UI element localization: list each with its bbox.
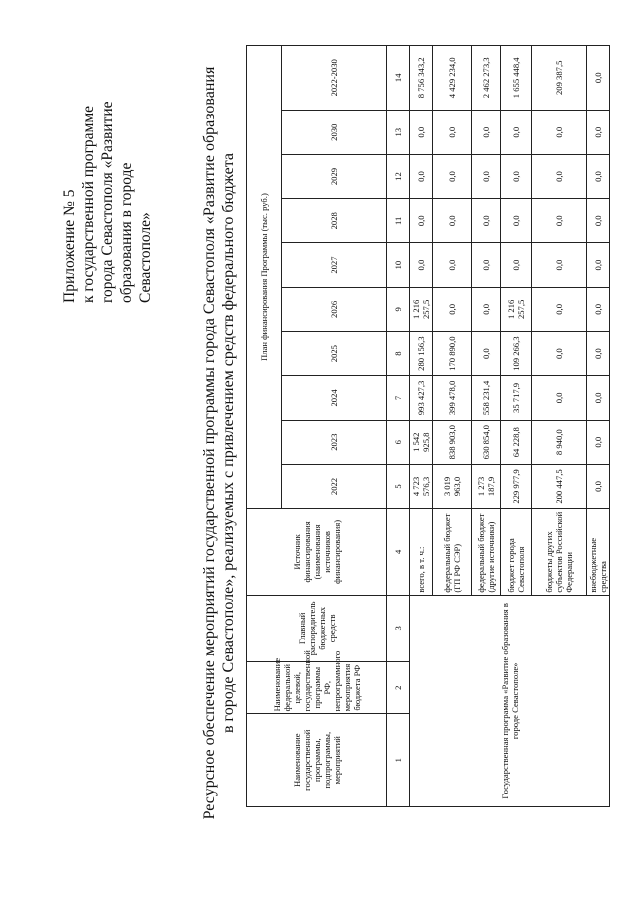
value-cell: 0,0 — [532, 287, 587, 331]
source-cell: бюджет города Севастополя — [501, 509, 532, 596]
header-year: 2029 — [282, 154, 387, 198]
header-year: 2022 — [282, 464, 387, 508]
column-number: 12 — [387, 154, 410, 198]
value-cell: 170 890,0 — [433, 332, 472, 376]
column-number: 2 — [387, 662, 410, 714]
header-year: 2027 — [282, 243, 387, 287]
value-cell: 200 447,5 — [532, 464, 587, 508]
source-cell: федеральный бюджет (ГП РФ СЭР) — [433, 509, 472, 596]
appendix-line: Севастополе» — [137, 212, 154, 303]
header-year: 2028 — [282, 199, 387, 243]
value-cell: 0,0 — [532, 110, 587, 154]
column-number: 10 — [387, 243, 410, 287]
value-cell: 838 903,0 — [433, 420, 472, 464]
column-number: 1 — [387, 714, 410, 807]
table-row — [410, 46, 433, 807]
value-cell: 0,0 — [587, 420, 610, 464]
header-year: 2022-2030 — [282, 46, 387, 111]
value-cell: 0,0 — [501, 154, 532, 198]
appendix-line: города Севастополя «Развитие — [99, 101, 116, 303]
value-cell: 993 427,3 — [410, 376, 433, 420]
value-cell: 0,0 — [587, 287, 610, 331]
value-cell: 0,0 — [410, 243, 433, 287]
appendix-line: образования в городе — [118, 162, 135, 303]
value-cell: 0,0 — [532, 376, 587, 420]
header-year: 2023 — [282, 420, 387, 464]
header-year: 2025 — [282, 332, 387, 376]
value-cell: 0,0 — [587, 376, 610, 420]
value-cell: 8 756 343,2 — [410, 46, 433, 111]
value-cell: 0,0 — [472, 110, 501, 154]
value-cell: 2 462 273,3 — [472, 46, 501, 111]
appendix-line: к государственной программе — [80, 105, 97, 303]
value-cell: 109 266,3 — [501, 332, 532, 376]
appendix-note — [60, 73, 155, 303]
value-cell: 64 228,8 — [501, 420, 532, 464]
value-cell: 0,0 — [410, 199, 433, 243]
value-cell: 0,0 — [472, 243, 501, 287]
header-year: 2024 — [282, 376, 387, 420]
value-cell: 229 977,9 — [501, 464, 532, 508]
value-cell: 0,0 — [501, 110, 532, 154]
header-plan: План финансирования Программы (тыс. руб.) — [247, 46, 282, 509]
source-cell: внебюджетные средства — [587, 509, 610, 596]
column-number: 13 — [387, 110, 410, 154]
value-cell: 0,0 — [433, 154, 472, 198]
value-cell: 0,0 — [433, 199, 472, 243]
column-number: 6 — [387, 420, 410, 464]
value-cell: 0,0 — [433, 243, 472, 287]
column-number: 11 — [387, 199, 410, 243]
value-cell: 630 854,0 — [472, 420, 501, 464]
value-cell: 0,0 — [532, 332, 587, 376]
value-cell: 0,0 — [472, 332, 501, 376]
header-budget-manager: Главный распорядитель бюджетных средств — [247, 595, 387, 661]
value-cell: 0,0 — [587, 332, 610, 376]
value-cell: 0,0 — [472, 287, 501, 331]
value-cell: 0,0 — [532, 154, 587, 198]
header-year: 2026 — [282, 287, 387, 331]
appendix-line: Приложение № 5 — [61, 189, 78, 303]
header-funding-source: Источник финансирования (наименования источников финансирования) — [247, 509, 387, 596]
source-cell: бюджеты других субъектов Российской Федерации — [532, 509, 587, 596]
value-cell: 0,0 — [587, 46, 610, 111]
value-cell: 0,0 — [472, 154, 501, 198]
value-cell: 0,0 — [433, 287, 472, 331]
document-title: Ресурсное обеспечение мероприятий государственной программы города Севастополя «Развитие образования в городе Севастополе», реализуемых с привлечением средств федерального бюджета — [201, 66, 237, 820]
value-cell: 0,0 — [532, 199, 587, 243]
value-cell: 1 655 448,4 — [501, 46, 532, 111]
value-cell: 0,0 — [472, 199, 501, 243]
header-federal-program: Наименование федеральной целевой, государственной программы РФ, непрограммного мероприятия бюджета РФ — [247, 662, 387, 714]
value-cell: 0,0 — [410, 110, 433, 154]
header-program-name: Наименование государственной программы, подпрограммы, мероприятий — [247, 714, 387, 807]
value-cell: 1 216 257,5 — [501, 287, 532, 331]
program-name-cell: Государственная программа «Развитие образования в городе Севастополе» — [410, 595, 610, 806]
value-cell: 4 723 576,3 — [410, 464, 433, 508]
value-cell: 35 717,9 — [501, 376, 532, 420]
value-cell: 0,0 — [587, 243, 610, 287]
value-cell: 0,0 — [587, 464, 610, 508]
value-cell: 0,0 — [501, 243, 532, 287]
funding-table — [246, 45, 610, 807]
column-number: 5 — [387, 464, 410, 508]
value-cell: 558 231,4 — [472, 376, 501, 420]
value-cell: 8 940,0 — [532, 420, 587, 464]
header-row-1 — [247, 46, 282, 807]
header-year: 2030 — [282, 110, 387, 154]
value-cell: 0,0 — [532, 243, 587, 287]
value-cell: 0,0 — [587, 199, 610, 243]
column-number: 3 — [387, 595, 410, 661]
column-number: 14 — [387, 46, 410, 111]
column-number: 9 — [387, 287, 410, 331]
value-cell: 4 429 234,0 — [433, 46, 472, 111]
column-number: 4 — [387, 509, 410, 596]
column-number-row — [387, 46, 410, 807]
value-cell: 0,0 — [501, 199, 532, 243]
value-cell: 0,0 — [587, 110, 610, 154]
value-cell: 1 216 257,5 — [410, 287, 433, 331]
value-cell: 1 542 925,8 — [410, 420, 433, 464]
value-cell: 280 156,3 — [410, 332, 433, 376]
value-cell: 0,0 — [433, 110, 472, 154]
source-cell: всего, в т. ч.: — [410, 509, 433, 596]
value-cell: 3 019 963,0 — [433, 464, 472, 508]
value-cell: 209 387,5 — [532, 46, 587, 111]
column-number: 7 — [387, 376, 410, 420]
value-cell: 0,0 — [587, 154, 610, 198]
value-cell: 399 478,0 — [433, 376, 472, 420]
column-number: 8 — [387, 332, 410, 376]
value-cell: 0,0 — [410, 154, 433, 198]
source-cell: федеральный бюджет (другие источники) — [472, 509, 501, 596]
value-cell: 1 273 187,9 — [472, 464, 501, 508]
